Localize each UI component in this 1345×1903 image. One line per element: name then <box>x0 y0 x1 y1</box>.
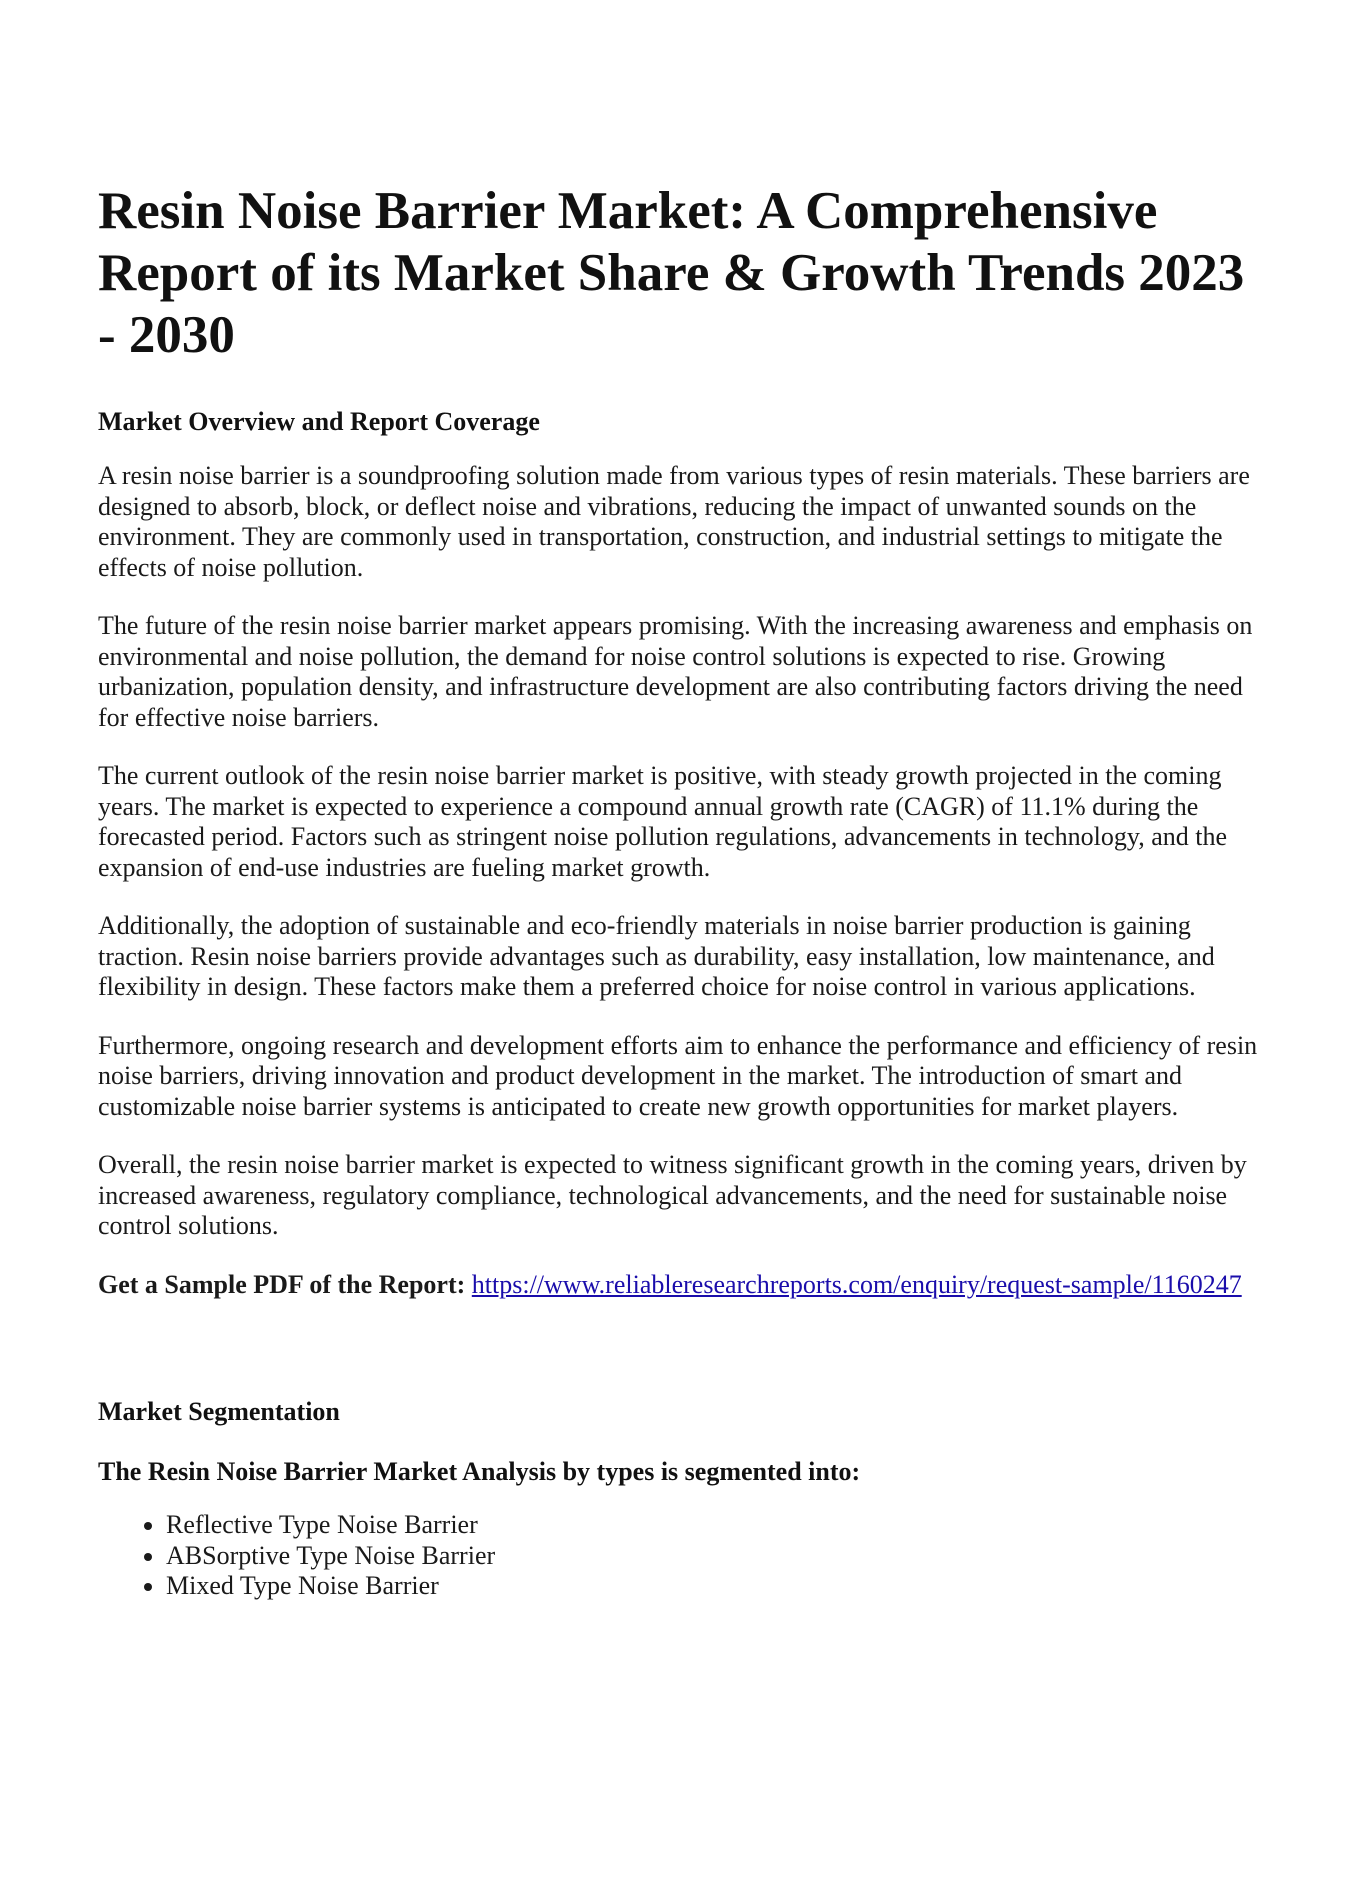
paragraph-1: A resin noise barrier is a soundproofing solution made from various types of resin materials. These barriers are designed to absorb, block, or deflect noise and vibrations, reducing the impact of unwanted sounds on the environment. They are commonly used in transportation, construction, and industrial settings to mitigate the effects of noise pollution. <box>98 461 1250 582</box>
sample-label: Get a Sample PDF of the Report: <box>98 1269 472 1299</box>
paragraph-6: Overall, the resin noise barrier market is expected to witness significant growth in the coming years, driven by increased awareness, regulatory compliance, technological advancements, and the need for sustainable noise control solutions. <box>98 1150 1247 1240</box>
page-title: Resin Noise Barrier Market: A Comprehensive Report of its Market Share & Growth Trends 2023 - 2030 <box>98 182 1245 364</box>
paragraph-5: Furthermore, ongoing research and development efforts aim to enhance the performance and efficiency of resin noise barriers, driving innovation and product development in the market. The introduction of smart and customizable noise barrier systems is anticipated to create new growth opportunities for market players. <box>98 1030 1258 1121</box>
paragraph-4: Additionally, the adoption of sustainable and eco-friendly materials in noise barrier production is gaining traction. Resin noise barriers provide advantages such as durability, easy installation, low maintenance, and flexibility in design. These factors make them a preferred choice for noise control in various applications. <box>98 911 1215 1001</box>
sample-request <box>98 1270 1268 1301</box>
overview-heading: Market Overview and Report Coverage <box>98 407 540 436</box>
list-item: • ABSorptive Type Noise Barrier <box>166 1541 1268 1572</box>
types-list <box>98 1510 1268 1602</box>
sample-link[interactable]: https://www.reliableresearchreports.com/enquiry/request-sample/1160247 <box>471 1269 1242 1299</box>
paragraph-3: The current outlook of the resin noise barrier market is positive, with steady growth projected in the coming years. The market is expected to experience a compound annual growth rate (CAGR) of 11.1% during the forecasted period. Factors such as stringent noise pollution regulations, advancements in technology, and the expansion of end-use industries are fueling market growth. <box>98 761 1228 882</box>
paragraph-2: The future of the resin noise barrier market appears promising. With the increasing awareness and emphasis on environmental and noise pollution, the demand for noise control solutions is expected to rise. Growing urbanization, population density, and infrastructure development are also contributing factors driving the need for effective noise barriers. <box>98 611 1253 732</box>
segmentation-heading: Market Segmentation <box>98 1397 340 1426</box>
list-item: • Reflective Type Noise Barrier <box>166 1510 1268 1541</box>
document-page <box>98 180 1268 1602</box>
types-heading: The Resin Noise Barrier Market Analysis by types is segmented into: <box>98 1457 861 1486</box>
list-item: • Mixed Type Noise Barrier <box>166 1571 1268 1602</box>
